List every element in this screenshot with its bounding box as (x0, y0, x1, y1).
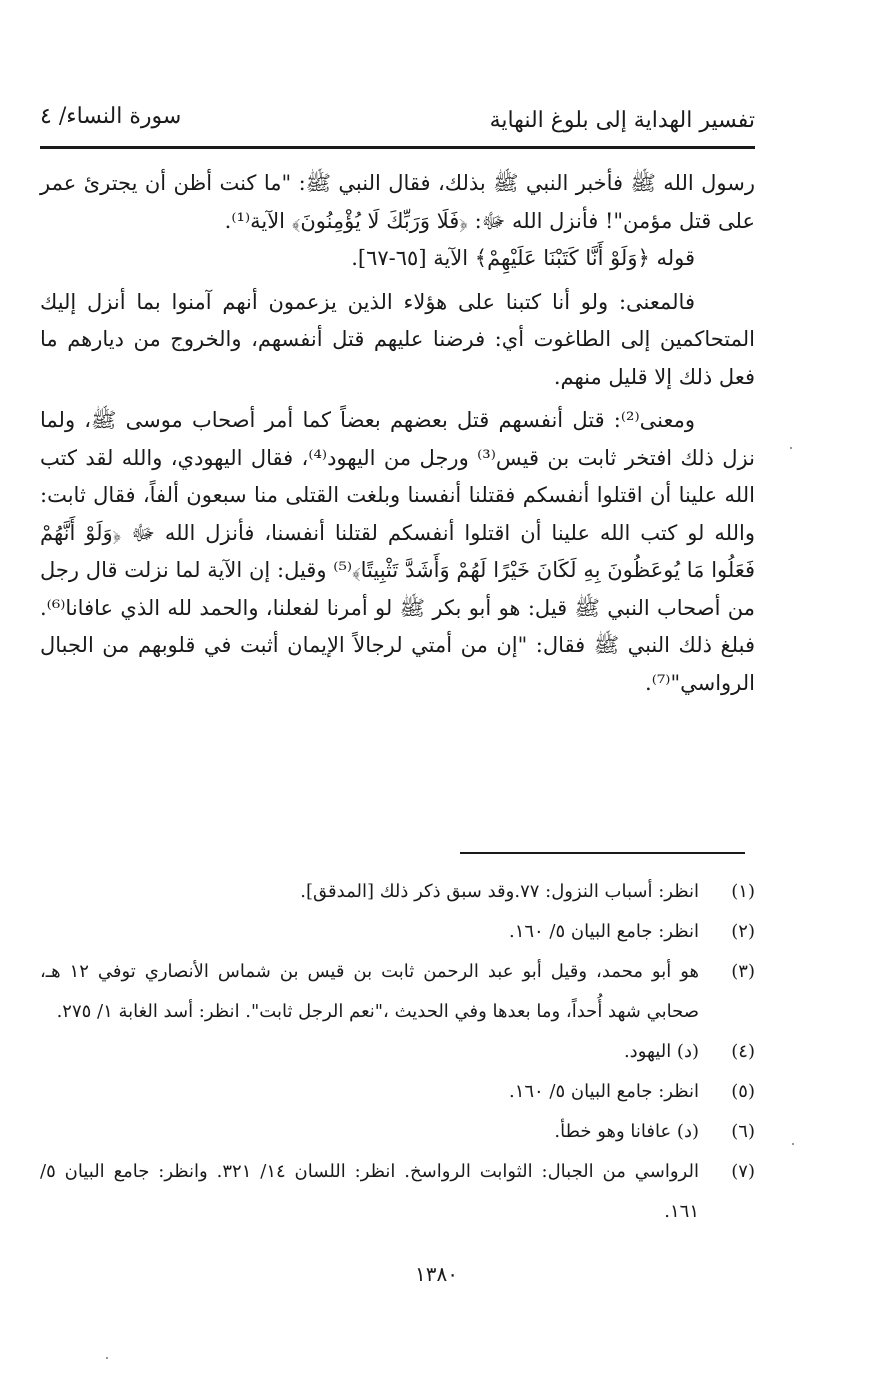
footnote-number: (٣) (731, 961, 755, 982)
scan-speck (792, 1143, 794, 1145)
scan-speck (106, 1357, 108, 1359)
footnote-text: هو أبو محمد، وقيل أبو عبد الرحمن ثابت بن قيس بن شماس الأنصاري توفي ١٢ هـ، صحابي شهد أُحداً، وما بعدها وفي الحديث ،"نعم الرجل ثابت". انظر: أسد الغابة ١/ ٢٧٥. (40, 961, 700, 1022)
footnote-number: (٦) (731, 1121, 755, 1142)
footnotes (40, 872, 755, 1232)
footnote (40, 872, 755, 912)
main-text (40, 165, 755, 702)
paragraph: رسول الله ﷺ فأخبر النبي ﷺ بذلك، فقال النبي ﷺ: "ما كنت أظن أن يجترئ عمر على قتل مؤمن"! فأنزل الله ﷻ: ﴿فَلَا وَرَبِّكَ لَا يُؤْمِنُونَ﴾ الآية⁽¹⁾. (40, 171, 755, 233)
scan-speck (790, 447, 792, 449)
paragraph: ومعنى⁽²⁾: قتل أنفسهم قتل بعضهم بعضاً كما أمر أصحاب موسى ﷺ، ولما نزل ذلك افتخر ثابت بن قيس⁽³⁾ ورجل من اليهود⁽⁴⁾، فقال اليهودي، والله لقد كتب الله علينا أن اقتلوا أنفسكم فقتلنا أنفسنا وبلغت القتلى منا سبعون ألفاً، فقال ثابت: والله لو كتب الله علينا أن اقتلوا أنفسكم لقتلنا أنفسنا، فأنزل الله ﷻ ﴿وَلَوْ أَنَّهُمْ فَعَلُوا مَا يُوعَظُونَ بِهِ لَكَانَ خَيْرًا لَهُمْ وَأَشَدَّ تَثْبِيتًا﴾⁽⁵⁾ وقيل: إن الآية لما نزلت قال رجل من أصحاب النبي ﷺ قيل: هو أبو بكر ﷺ لو أمرنا لفعلنا، والحمد لله الذي عافانا⁽⁶⁾. فبلغ ذلك النبي ﷺ فقال: "إن من أمتي لرجالاً الإيمان أثبت في قلوبهم من الجبال الرواسي"⁽⁷⁾. (40, 408, 755, 695)
footnote-number: (٥) (731, 1081, 755, 1102)
page-number: ١٣٨٠ (415, 1262, 458, 1286)
footnote (40, 1032, 755, 1072)
footnote-number: (١) (731, 881, 755, 902)
paragraph: فالمعنى: ولو أنا كتبنا على هؤلاء الذين يزعمون أنهم آمنوا بما أنزل إليك المتحاكمين إلى الطاغوت أي: فرضنا عليهم قتل أنفسهم، والخروج من ديارهم ما فعل ذلك إلا قليل منهم. (40, 289, 755, 389)
surah-label: سورة النساء/ ٤ (40, 104, 182, 129)
footnote-divider (460, 852, 745, 854)
footnote-number: (٢) (731, 921, 755, 942)
book-title: تفسير الهداية إلى بلوغ النهاية (489, 108, 755, 133)
header-rule (40, 146, 755, 149)
footnote-text: (د) اليهود. (623, 1041, 699, 1062)
footnote-text: الرواسي من الجبال: الثوابت الرواسخ. انظر: اللسان ١٤/ ٣٢١. وانظر: جامع البيان ٥/ ١٦١. (40, 1161, 699, 1222)
footnote-number: (٧) (731, 1161, 755, 1182)
footnote (40, 1112, 755, 1152)
paragraph: قوله ﴿وَلَوْ أَنَّا كَتَبْنَا عَلَيْهِمْ﴾ الآية [٦٥-٦٧]. (351, 246, 695, 270)
footnote-number: (٤) (731, 1041, 755, 1062)
footnote (40, 1072, 755, 1112)
footnote (40, 912, 755, 952)
footnote-text: انظر: جامع البيان ٥/ ١٦٠. (508, 921, 699, 942)
footnote-text: انظر: جامع البيان ٥/ ١٦٠. (508, 1081, 699, 1102)
footnote (40, 952, 755, 1032)
footnote (40, 1152, 755, 1232)
running-header (40, 98, 755, 142)
footnote-text: (د) عافانا وهو خطأ. (554, 1121, 699, 1142)
footnote-text: انظر: أسباب النزول: ٧٧.وقد سبق ذكر ذلك [المدقق]. (300, 881, 699, 902)
